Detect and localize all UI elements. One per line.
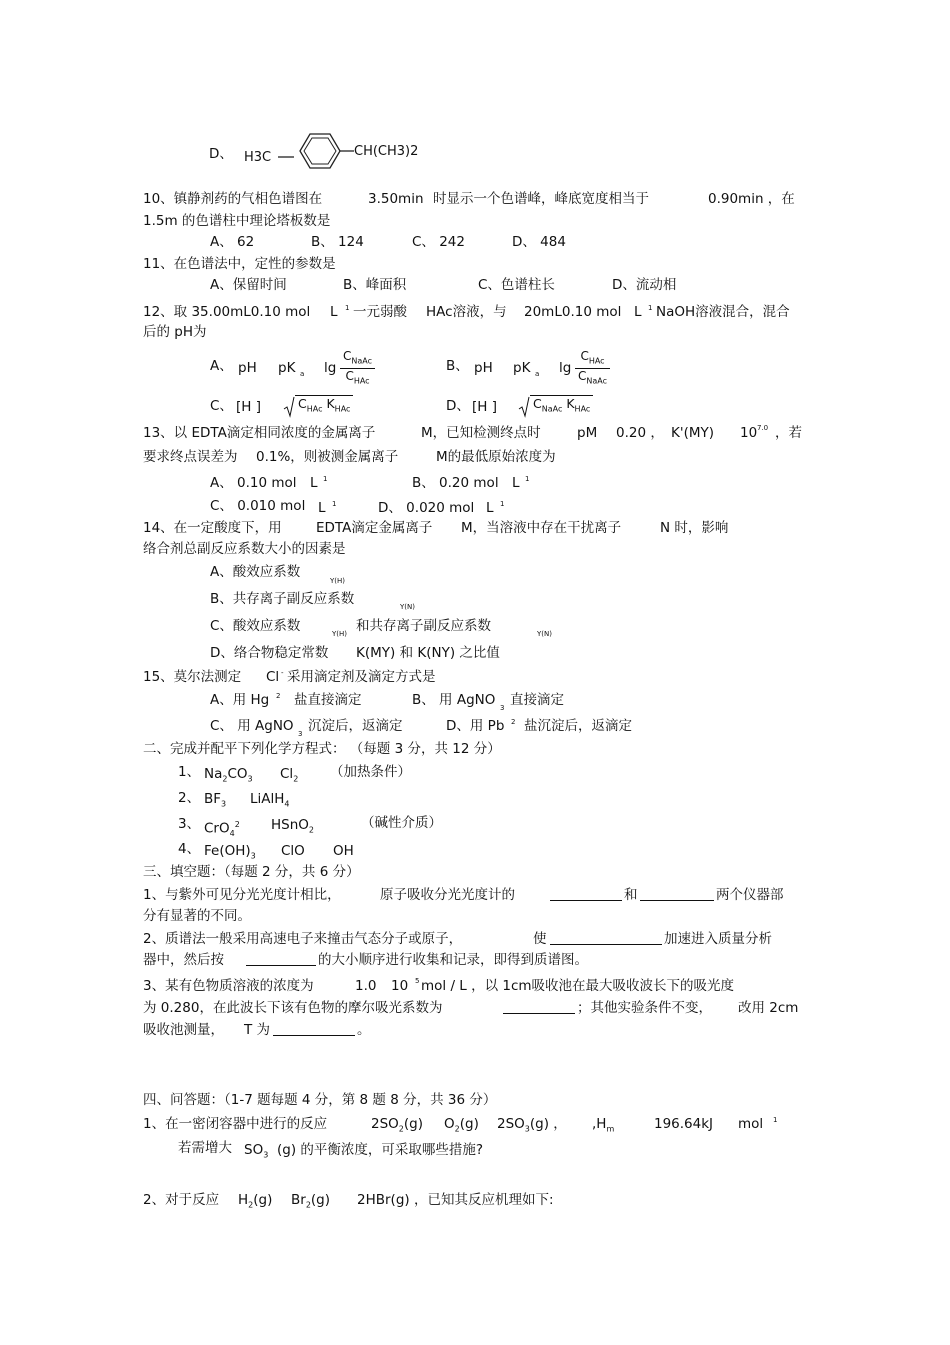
fill2-line2-part1: 器中，然后按 [143,952,224,968]
q13-option-d: D、 0.020 mol [378,500,475,516]
q12-option-c-label: C、 [210,398,233,414]
qa1-part1: 1、在一密闭容器中进行的反应 [143,1116,328,1132]
q10-stem-line2: 1.5m 的色谱柱中理论塔板数是 [143,213,331,229]
q15-option-c-sub: 3 [298,730,303,738]
q15-stem-part1: 15、莫尔法测定 [143,669,242,685]
q15-cl: Cl [266,669,280,685]
q14-option-b-sub: Y(N) [400,603,415,611]
methyl-isopropylbenzene-structure [242,128,432,174]
eq1-reactant-a: $Na_2CO_3$ [204,766,253,784]
q13-stem-part2: M，已知检测终点时 [421,425,541,441]
fill3-line3-part2: T 为 [244,1022,271,1038]
q14-stem-part2: EDTA滴定金属离子 [316,520,433,536]
fill1-part1: 1、与紫外可见分光光度计相比， [143,887,341,903]
fill3-blank2[interactable] [273,1023,355,1036]
q14-option-c-sub2: Y(N) [537,630,552,638]
fill3-line2-part2: ；其他实验条件不变， [577,1000,712,1016]
q11-option-c: C、色谱柱长 [478,277,555,293]
q12-option-b-label: B、 [446,358,469,374]
frac-den-sub: NaAc [586,376,608,386]
q13-kmy: K'(MY) [671,425,714,441]
fill3-part1: 3、某有色物质溶液的浓度为 [143,978,314,994]
sqrt-sign-icon [518,396,530,418]
fill1-part2: 原子吸收分光光度计的 [380,887,515,903]
struct-right-group: CH(CH3)2 [354,144,419,159]
q14-option-d: D、络合物稳定常数 [210,645,329,661]
q14-option-d-ratio: K(MY) 和 K(NY) 之比值 [356,645,500,661]
q12-option-a-pk: pK [278,360,296,376]
q15-option-d-sup: 2 [511,718,516,726]
q13-option-a: A、 0.10 mol [210,475,297,491]
q12-option-b-fraction [575,349,610,389]
section-4-title: 四、问答题：（1-7 题每题 4 分，第 8 题 8 分，共 36 分） [143,1092,497,1108]
q13-option-b: B、 0.20 mol [412,475,499,491]
q13-line2-part3: M的最低原始浓度为 [436,449,556,465]
q13-option-b-unit: L [512,475,520,491]
q14-stem-part3: M，当溶液中存在干扰离子 [461,520,622,536]
qa2-br2: $Br_2(g)$ [291,1192,331,1210]
qa1-so2: $2SO_2(g)$ [371,1116,423,1134]
q15-option-c: C、 用 AgNO [210,718,294,734]
fill2-blank1[interactable] [550,932,662,945]
fill1-part3: 两个仪器部 [716,887,784,903]
q12-sup2: 1 [648,304,653,312]
eq3-number: 3、 [178,816,201,832]
frac-num-sub: HAc [588,356,605,366]
q14-option-a: A、酸效应系数 [210,564,301,580]
sqrt-k-sub: HAc [334,404,351,414]
fill2-part1: 2、质谱法一般采用高速电子来撞击气态分子或原子， [143,931,463,947]
q12-stem-part4: 20mL0.10 mol [524,304,622,320]
fill1-line2: 分有显著的不同。 [143,908,251,924]
q12-option-b-pk: pK [513,360,531,376]
fill3-ten: 10 [391,978,409,994]
q15-option-a-sup: 2 [276,692,281,700]
fill2-blank2[interactable] [246,953,316,966]
q13-option-d-sup: 1 [500,500,505,508]
q13-line2-part2: 0.1%，则被测金属离子 [256,449,399,465]
q13-option-d-unit: L [486,500,494,516]
q15-stem-part2: 采用滴定剂及滴定方式是 [287,669,436,685]
fill3-line2-part1: 为 0.280，在此波长下该有色物的摩尔吸光系数为 [143,1000,443,1016]
eq4-reactant-b: ClO [281,843,305,859]
q12-option-a-pk-sub: a [300,370,305,378]
q12-option-b-pk-sub: a [535,370,540,378]
q12-option-d-label: D、 [446,398,470,414]
q13-ten: 10 [740,425,758,441]
sqrt-k-sub: HAc [574,404,591,414]
eq3-reactant-b: HSnO$_2$ [271,817,314,835]
fill2-part2: 使 [533,931,547,947]
q15-option-b-post: 直接滴定 [510,692,564,708]
q15-option-a: A、用 Hg [210,692,270,708]
q13-option-a-unit: L [310,475,318,491]
q12-unit-l1: L [330,304,338,320]
frac-num: C [343,349,352,363]
q12-option-b-ph: pH [474,360,493,376]
fill3-blank1[interactable] [503,1001,575,1014]
q14-option-c-sub1: Y(H) [332,630,348,638]
q15-option-c-post: 沉淀后，返滴定 [308,718,403,734]
q10-stem-part1: 10、镇静剂药的气相色谱图在 [143,191,323,207]
q14-stem-part4: N 时，影响 [660,520,729,536]
qa2-part1: 2、对于反应 [143,1192,220,1208]
q12-stem-part2: 一元弱酸 [353,304,407,320]
eq1-number: 1、 [178,764,201,780]
q15-cl-sup: - [281,669,284,677]
q12-stem-part5: NaOH溶液混合，混合 [656,304,790,320]
q14-stem-part1: 14、在一定酸度下，用 [143,520,282,536]
qa1-line2-part1: 若需增大 [178,1140,232,1156]
fill1-blank2[interactable] [640,888,714,901]
q13-option-c: C、 0.010 mol [210,498,306,514]
q15-option-d: D、用 Pb [446,718,505,734]
eq4-reactant-c: OH [333,843,354,859]
fill1-and: 和 [624,887,638,903]
q13-line2-part1: 要求终点误差为 [143,449,238,465]
q11-stem: 11、在色谱法中，定性的参数是 [143,256,336,272]
q13-option-c-unit: L [318,500,326,516]
eq2-number: 2、 [178,790,201,806]
q12-option-a-fraction [340,349,375,389]
q10-stem-part3: 时显示一个色谱峰，峰底宽度相当于 [433,191,649,207]
eq1-reactant-b: $Cl_2$ [280,766,299,784]
sqrt-k: K [326,396,335,411]
fill2-part3: 加速进入质量分析 [664,931,772,947]
qa1-line2-part2: (g) 的平衡浓度，可采取哪些措施? [277,1142,484,1158]
q15-option-b: B、 用 AgNO [412,692,496,708]
qa1-o2: $O_2(g)$ [444,1116,479,1134]
section-3-title: 三、填空题：（每题 2 分，共 6 分） [143,864,360,880]
frac-num: C [580,349,589,363]
q13-option-c-sup: 1 [332,500,337,508]
q12-stem-line2: 后的 pH为 [143,324,207,340]
fill3-line3-end: 。 [357,1022,371,1038]
q13-exp: 7.0 [757,424,769,432]
q12-option-d-h: [H ] [472,399,497,415]
q14-option-b: B、共存离子副反应系数 [210,591,355,607]
q12-unit-l2: L [634,304,642,320]
fill3-line3-part1: 吸收池测量， [143,1022,224,1038]
q15-option-b-sub: 3 [500,704,505,712]
q14-option-a-sub: Y(H) [330,577,346,585]
q11-option-b: B、峰面积 [343,277,407,293]
q11-option-a: A、保留时间 [210,277,287,293]
q12-option-b-lg: lg [559,360,572,376]
q13-option-a-sup: 1 [323,475,328,483]
eq1-condition: （加热条件） [330,764,411,780]
q12-option-a-lg: lg [324,360,337,376]
q10-stem-part4: 0.90min ，在 [708,191,795,207]
struct-left-group: H3C [244,150,272,165]
qa1-enthalpy: $,H_m$ [592,1116,615,1134]
fill1-blank1[interactable] [550,888,622,901]
q12-sup1: 1 [345,304,350,312]
frac-num-sub: NaAc [351,356,373,366]
qa2-part2: 2HBr(g) ，已知其反应机理如下: [357,1192,554,1208]
qa1-line2-so3: $SO_3$ [244,1142,269,1160]
q12-option-c-sqrt [283,395,353,418]
q10-option-c: C、 242 [412,234,465,250]
q12-option-a-label: A、 [210,358,233,374]
eq2-reactant-a: $BF_3$ [204,791,227,809]
q13-stem-part1: 13、以 EDTA滴定相同浓度的金属离子 [143,425,376,441]
option-d-label: D、 [209,146,233,162]
sqrt-k: K [566,396,575,411]
sqrt-c-sub: NaAc [541,404,563,414]
eq4-reactant-a: $Fe(OH)_3$ [204,843,256,861]
q13-pm-value: 0.20 ， [616,425,664,441]
frac-den: C [578,369,587,384]
q12-stem-part1: 12、取 35.00mL0.10 mol [143,304,311,320]
q14-option-c-mid: 和共存离子副反应系数 [356,618,491,634]
fill3-line2-part3: 改用 2cm [738,1000,799,1016]
q14-option-c: C、酸效应系数 [210,618,301,634]
sqrt-sign-icon [283,396,295,418]
eq3-reactant-a: CrO$_4^2$ [204,820,240,839]
eq3-condition: （碱性介质） [361,815,442,831]
qa1-unit-sup: 1 [773,1116,778,1124]
qa2-h2: $H_2(g)$ [238,1192,273,1210]
sqrt-c: C [533,396,542,411]
q10-stem-part2: 3.50min [368,191,424,207]
section-2-title: 二、完成并配平下列化学方程式： （每题 3 分，共 12 分） [143,741,501,757]
eq2-reactant-b: LiAlH$_4$ [250,791,290,809]
frac-den: C [345,369,354,384]
q12-option-a-ph: pH [238,360,257,376]
q12-option-c-h: [H ] [236,399,261,415]
qa1-value: 196.64kJ [654,1116,714,1132]
sqrt-c-sub: HAc [306,404,323,414]
q12-option-d-sqrt [518,395,593,418]
q13-stem-part3: ，若 [775,425,802,441]
q10-option-d: D、 484 [512,234,566,250]
eq4-number: 4、 [178,841,201,857]
q10-option-b: B、 124 [311,234,364,250]
qa1-so3: $2SO_3(g)$ ， [497,1116,567,1134]
fill3-conc: 1.0 [355,978,377,994]
q15-option-a-post: 盐直接滴定 [294,692,362,708]
fill3-part2: mol / L ，以 1cm吸收池在最大吸收波长下的吸光度 [421,978,735,994]
frac-den-sub: HAc [353,376,370,386]
q13-pm: pM [577,425,598,441]
q10-option-a: A、 62 [210,234,255,250]
q15-option-d-post: 盐沉淀后，返滴定 [524,718,632,734]
q13-option-b-sup: 1 [525,475,530,483]
fill2-line2-part2: 的大小顺序进行收集和记录，即得到质谱图。 [318,952,588,968]
q12-stem-part3: HAc溶液，与 [426,304,507,320]
sqrt-c: C [298,396,307,411]
qa1-unit: mol [738,1116,764,1132]
fill3-exp: 5 [415,977,420,985]
q14-stem-line2: 络合剂总副反应系数大小的因素是 [143,541,346,557]
q11-option-d: D、流动相 [612,277,677,293]
